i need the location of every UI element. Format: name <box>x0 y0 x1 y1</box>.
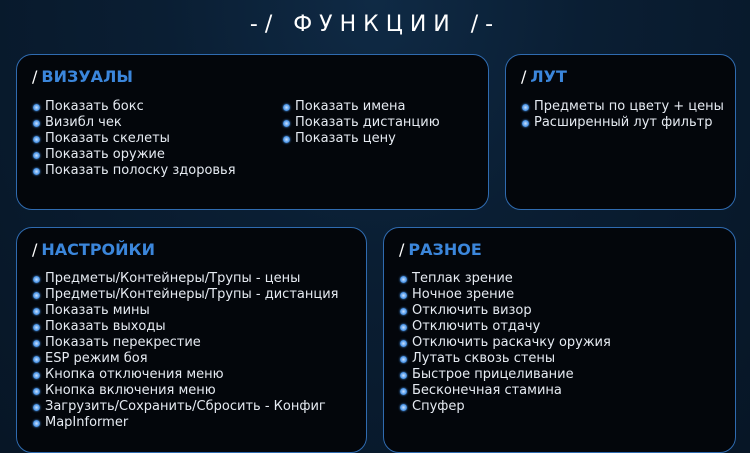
bullet-icon <box>400 276 407 283</box>
list-item-label: Предметы по цвету + цены <box>534 99 724 114</box>
list-item-label: Спуфер <box>412 399 465 414</box>
bullet-icon <box>400 372 407 379</box>
list-item-label: Отключить отдачу <box>412 319 541 334</box>
panel-heading-loot <box>521 67 567 86</box>
bullet-icon <box>400 404 407 411</box>
heading-text: ЛУТ <box>530 67 567 86</box>
list-item <box>282 115 440 131</box>
list-item <box>32 303 338 319</box>
list-item-label: Показать оружие <box>45 147 165 162</box>
bullet-icon <box>33 324 40 331</box>
panel-loot <box>505 54 736 210</box>
page-title <box>0 12 750 37</box>
list-item-label: Показать имена <box>295 99 406 114</box>
settings-list <box>32 271 338 431</box>
list-item <box>32 335 338 351</box>
heading-text: РАЗНОЕ <box>408 240 482 259</box>
list-item-label: Показать цену <box>295 131 396 146</box>
list-item-label: Предметы/Контейнеры/Трупы - дистанция <box>45 287 339 302</box>
heading-slash: / <box>32 240 38 259</box>
list-item-label: Отключить визор <box>412 303 532 318</box>
list-item <box>32 351 338 367</box>
list-item-label: Расширенный лут фильтр <box>534 115 713 130</box>
bullet-icon <box>33 120 40 127</box>
panel-heading-visuals <box>32 67 133 86</box>
bullet-icon <box>33 152 40 159</box>
heading-slash: / <box>32 67 38 86</box>
bullet-icon <box>33 404 40 411</box>
list-item <box>32 399 338 415</box>
bullet-icon <box>33 372 40 379</box>
heading-slash: / <box>399 240 405 259</box>
list-item-label: Бесконечная стамина <box>412 383 562 398</box>
misc-list <box>399 271 611 415</box>
list-item-label: Быстрое прицеливание <box>412 367 574 382</box>
bullet-icon <box>33 168 40 175</box>
list-item <box>399 303 611 319</box>
list-item <box>399 367 611 383</box>
bullet-icon <box>400 356 407 363</box>
bullet-icon <box>400 324 407 331</box>
visuals-list-column-2 <box>282 99 440 147</box>
list-item-label: Кнопка отключения меню <box>45 367 224 382</box>
bullet-icon <box>283 120 290 127</box>
title-left-decoration: -/ <box>249 12 280 37</box>
list-item-label: Показать мины <box>45 303 150 318</box>
heading-slash: / <box>521 67 527 86</box>
list-item <box>399 351 611 367</box>
list-item-label: Теплак зрение <box>412 271 513 286</box>
list-item-label: Визибл чек <box>45 115 122 130</box>
list-item <box>32 271 338 287</box>
panel-visuals <box>16 54 489 210</box>
bullet-icon <box>33 356 40 363</box>
list-item-label: MapInformer <box>45 415 129 430</box>
list-item-label: Ночное зрение <box>412 287 515 302</box>
bullet-icon <box>33 340 40 347</box>
bullet-icon <box>33 388 40 395</box>
loot-list <box>521 99 724 131</box>
list-item-label: Предметы/Контейнеры/Трупы - цены <box>45 271 301 286</box>
list-item <box>32 367 338 383</box>
bullet-icon <box>33 308 40 315</box>
bullet-icon <box>400 340 407 347</box>
list-item-label: Показать выходы <box>45 319 166 334</box>
list-item <box>32 415 338 431</box>
bullet-icon <box>33 276 40 283</box>
list-item <box>32 131 236 147</box>
bullet-icon <box>400 388 407 395</box>
list-item-label: Отключить раскачку оружия <box>412 335 611 350</box>
list-item <box>521 99 724 115</box>
list-item <box>32 115 236 131</box>
list-item <box>32 163 236 179</box>
title-text: ФУНКЦИИ <box>293 12 457 37</box>
panel-settings <box>16 227 367 453</box>
heading-text: ВИЗУАЛЫ <box>41 67 133 86</box>
list-item <box>32 287 338 303</box>
bullet-icon <box>283 104 290 111</box>
list-item-label: Показать перекрестие <box>45 335 201 350</box>
list-item-label: ESP режим боя <box>45 351 148 366</box>
panel-misc <box>383 227 736 453</box>
bullet-icon <box>283 136 290 143</box>
list-item <box>32 383 338 399</box>
list-item-label: Кнопка включения меню <box>45 383 216 398</box>
bullet-icon <box>33 292 40 299</box>
list-item <box>282 131 440 147</box>
bullet-icon <box>522 104 529 111</box>
bullet-icon <box>33 420 40 427</box>
list-item-label: Лутать сквозь стены <box>412 351 556 366</box>
heading-text: НАСТРОЙКИ <box>41 240 156 259</box>
list-item <box>399 399 611 415</box>
list-item <box>32 319 338 335</box>
title-right-decoration: /- <box>470 12 501 37</box>
list-item-label: Загрузить/Сохранить/Сбросить - Конфиг <box>45 399 326 414</box>
bullet-icon <box>400 292 407 299</box>
bullet-icon <box>522 120 529 127</box>
bullet-icon <box>33 104 40 111</box>
panel-heading-settings <box>32 240 155 259</box>
list-item <box>32 99 236 115</box>
visuals-list-column-1 <box>32 99 236 179</box>
list-item-label: Показать бокс <box>45 99 144 114</box>
list-item <box>399 271 611 287</box>
list-item-label: Показать полоску здоровья <box>45 163 236 178</box>
list-item-label: Показать скелеты <box>45 131 170 146</box>
list-item <box>399 319 611 335</box>
bullet-icon <box>400 308 407 315</box>
list-item <box>399 335 611 351</box>
list-item <box>399 287 611 303</box>
panel-heading-misc <box>399 240 482 259</box>
list-item <box>521 115 724 131</box>
list-item-label: Показать дистанцию <box>295 115 440 130</box>
list-item <box>32 147 236 163</box>
list-item <box>282 99 440 115</box>
list-item <box>399 383 611 399</box>
bullet-icon <box>33 136 40 143</box>
